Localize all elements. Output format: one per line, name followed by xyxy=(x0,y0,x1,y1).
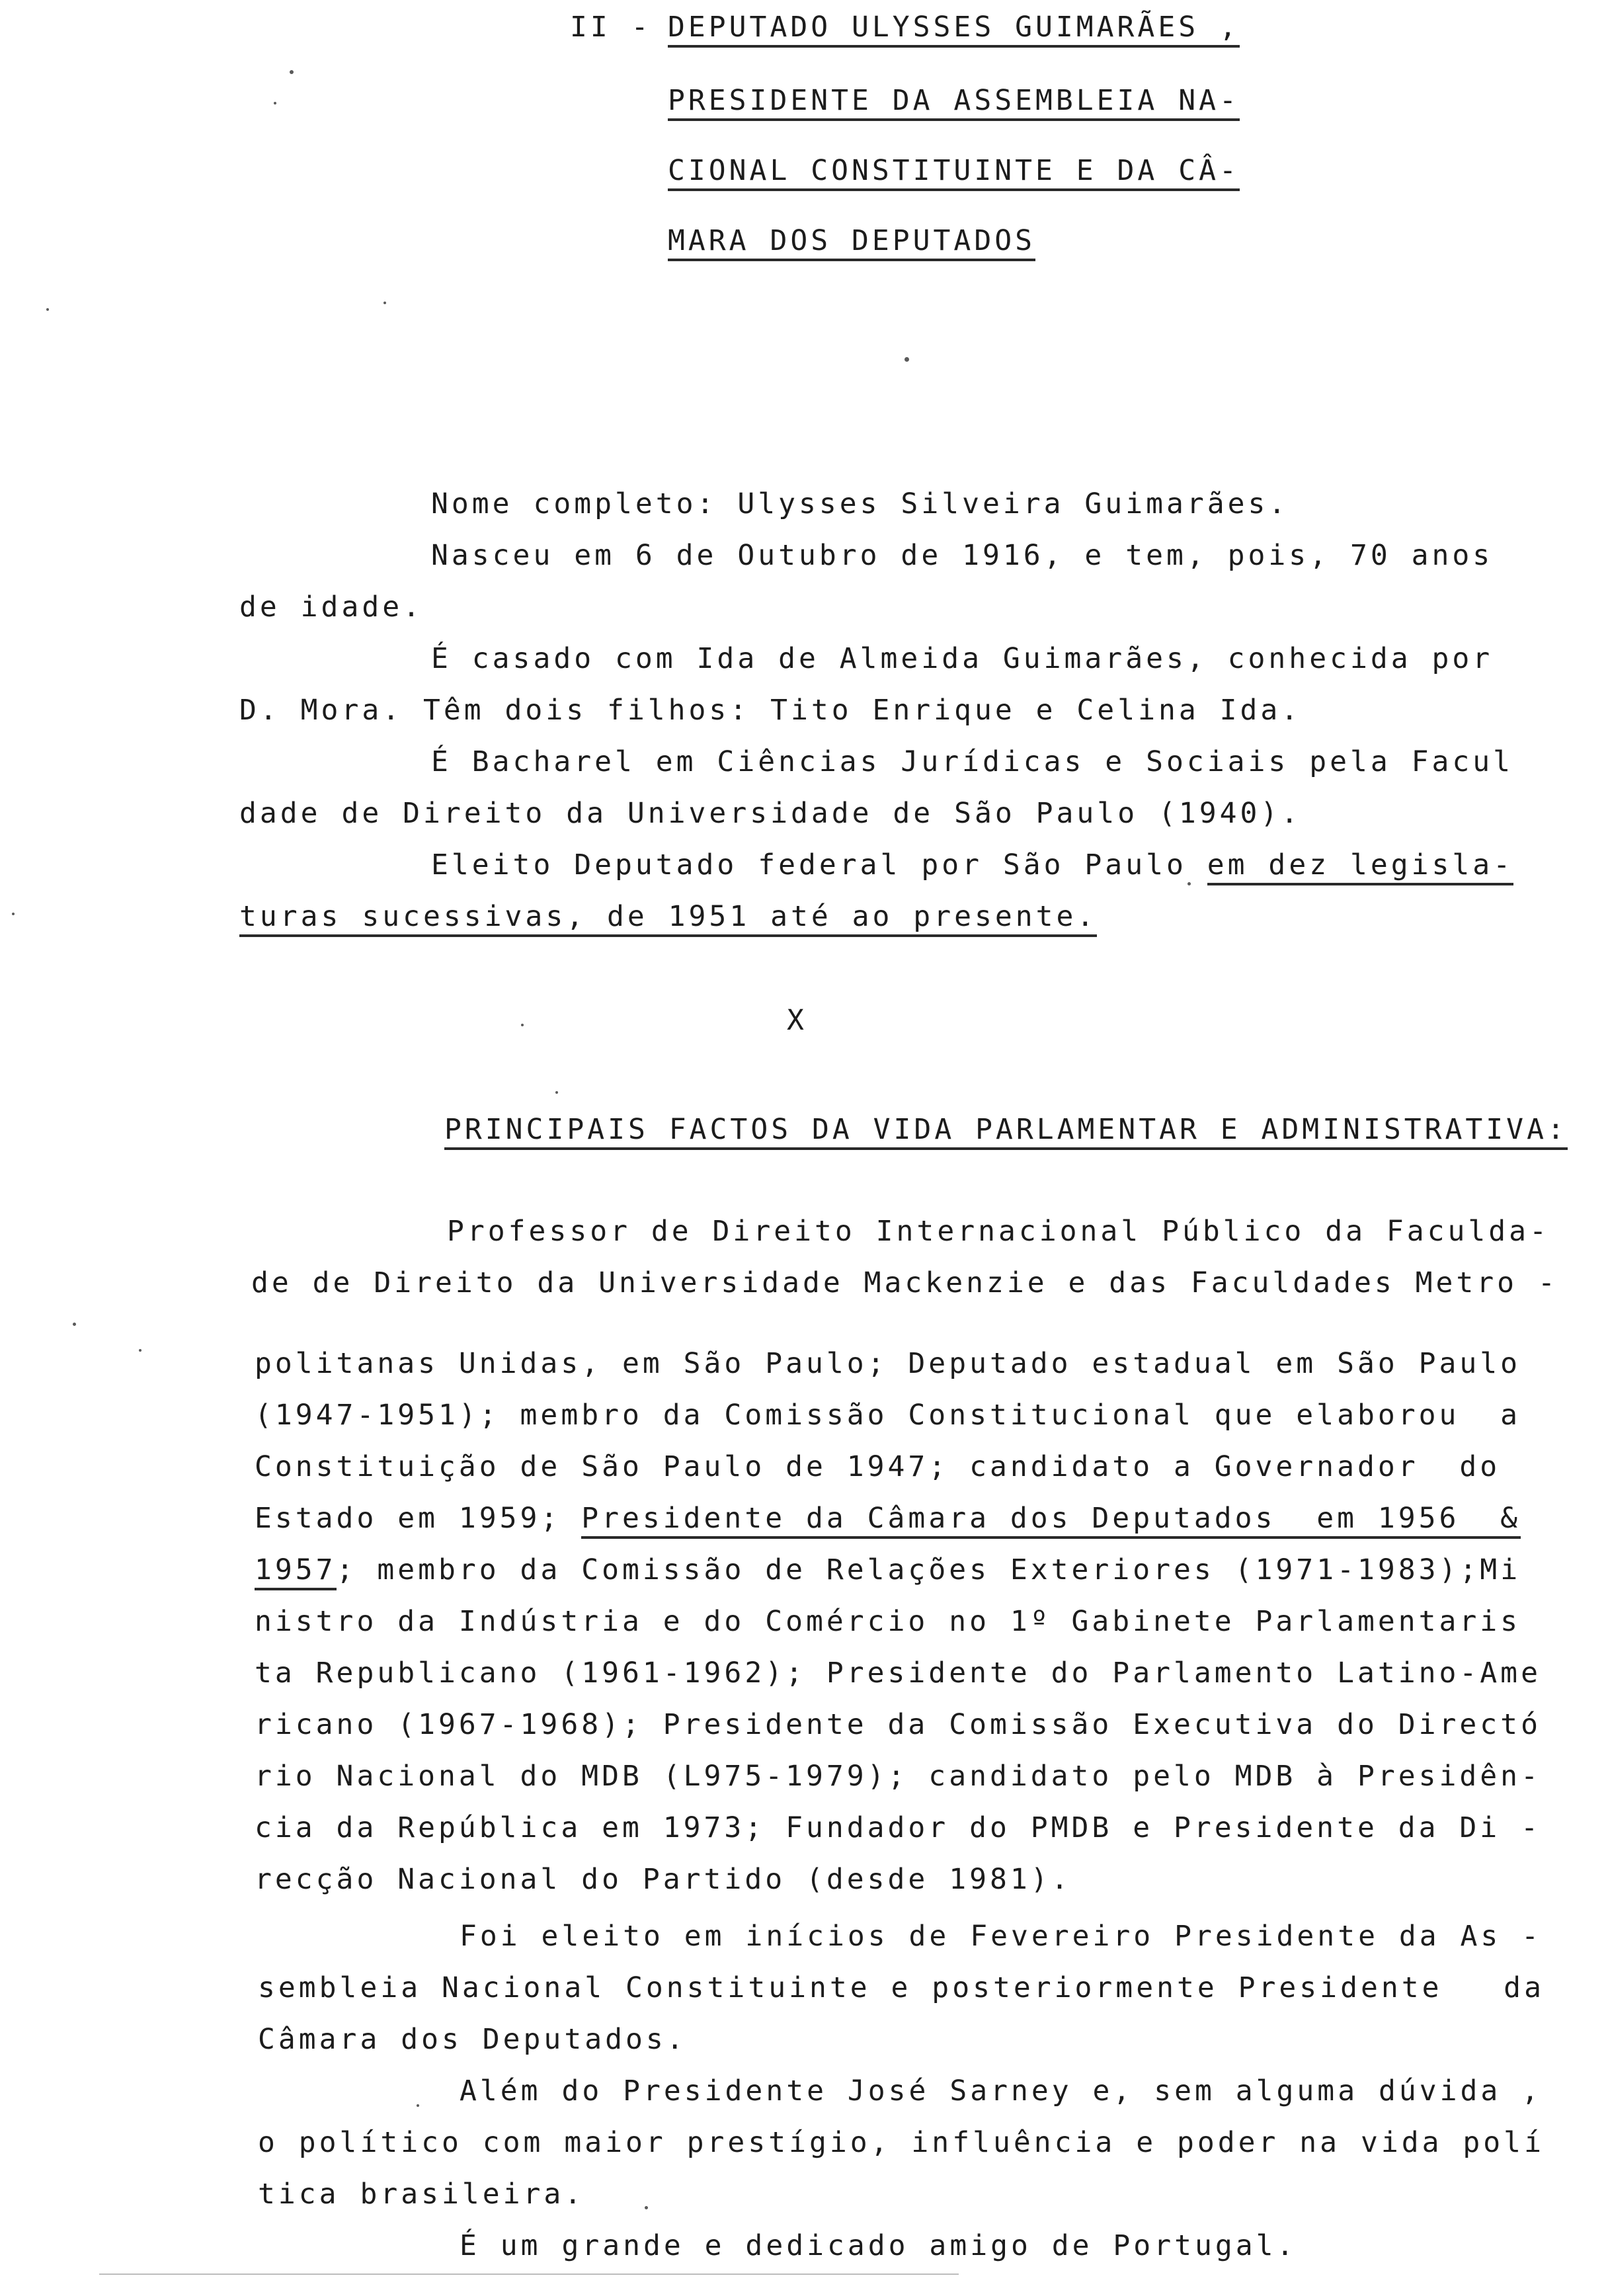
facts-1957-line xyxy=(255,1551,1521,1588)
facts-line: rio Nacional do MDB (L975-1979); candidato pelo MDB à Presidên- xyxy=(255,1760,1541,1793)
header-title-line-2 xyxy=(668,82,1240,119)
facts-president-prefix: Estado em 1959; xyxy=(255,1502,582,1535)
scan-speck xyxy=(383,302,386,304)
facts-1957-rest: ; membro da Comissão de Relações Exteriores (1971-1983);Mi xyxy=(336,1553,1521,1586)
scan-speck xyxy=(521,1024,524,1026)
header-title-line-4 xyxy=(668,222,1035,259)
closing-line: o político com maior prestígio, influência e poder na vida polí xyxy=(258,2126,1545,2159)
section-heading: PRINCIPAIS FACTOS DA VIDA PARLAMENTAR E ADMINISTRATIVA: xyxy=(444,1113,1568,1150)
closing-line: É um grande e dedicado amigo de Portugal. xyxy=(460,2229,1297,2262)
scan-speck xyxy=(274,102,276,104)
facts-1957-underlined: 1957 xyxy=(255,1553,337,1590)
bio-line: É Bacharel em Ciências Jurídicas e Sociais pela Facul xyxy=(431,745,1514,778)
closing-line: Além do Presidente José Sarney e, sem alguma dúvida , xyxy=(460,2074,1543,2108)
scan-speck xyxy=(139,1349,141,1352)
bio-elected-line xyxy=(431,846,1513,883)
bio-line: Nome completo: Ulysses Silveira Guimarães. xyxy=(431,487,1289,520)
bio-elected-prefix: Eleito Deputado federal por São Paulo xyxy=(431,848,1207,882)
scan-speck xyxy=(555,1091,558,1094)
bio-elected-cont-line xyxy=(239,898,1097,935)
facts-line: cia da República em 1973; Fundador do PMDB e Presidente da Di - xyxy=(255,1811,1541,1844)
closing-line: sembleia Nacional Constituinte e posteriormente Presidente da xyxy=(258,1971,1545,2004)
header-numeral: II - xyxy=(570,11,652,44)
facts-line: de de Direito da Universidade Mackenzie e das Faculdades Metro - xyxy=(251,1266,1558,1299)
facts-president-line xyxy=(255,1500,1521,1537)
closing-line: Câmara dos Deputados. xyxy=(258,2023,687,2056)
closing-line: Foi eleito em inícios de Fevereiro Presidente da As - xyxy=(460,1920,1543,1953)
facts-line: Constituição de São Paulo de 1947; candidato a Governador do xyxy=(255,1450,1501,1483)
scan-speck xyxy=(417,2104,419,2107)
scan-speck xyxy=(46,308,49,311)
scan-speck xyxy=(73,1323,76,1326)
facts-line: ricano (1967-1968); Presidente da Comissão Executiva do Directó xyxy=(255,1708,1541,1741)
facts-line: recção Nacional do Partido (desde 1981). xyxy=(255,1863,1072,1896)
scan-speck xyxy=(904,357,909,362)
scan-bottom-edge xyxy=(99,2274,959,2275)
bio-elected-cont: turas sucessivas, de 1951 até ao presente. xyxy=(239,900,1097,937)
header-title-text: PRESIDENTE DA ASSEMBLEIA NA- xyxy=(668,84,1240,121)
facts-line: Professor de Direito Internacional Público da Faculda- xyxy=(447,1215,1550,1248)
bio-line: É casado com Ida de Almeida Guimarães, conhecida por xyxy=(431,642,1494,675)
bio-line: dade de Direito da Universidade de São Paulo (1940). xyxy=(239,797,1302,830)
facts-line: politanas Unidas, em São Paulo; Deputado estadual em São Paulo xyxy=(255,1347,1521,1380)
bio-line: de idade. xyxy=(239,591,423,624)
header-title-text: DEPUTADO ULYSSES GUIMARÃES , xyxy=(668,11,1240,48)
scan-speck xyxy=(645,2206,648,2209)
facts-line: nistro da Indústria e do Comércio no 1º Gabinete Parlamentaris xyxy=(255,1605,1521,1638)
section-heading-line xyxy=(444,1111,1568,1148)
bio-line: D. Mora. Têm dois filhos: Tito Enrique e Celina Ida. xyxy=(239,694,1302,727)
facts-line: (1947-1951); membro da Comissão Constitucional que elaborou a xyxy=(255,1399,1521,1432)
closing-line: tica brasileira. xyxy=(258,2178,585,2211)
scan-speck xyxy=(290,70,294,74)
scan-speck xyxy=(12,913,15,915)
header-title-line-3 xyxy=(668,152,1240,189)
bio-line: Nasceu em 6 de Outubro de 1916, e tem, pois, 70 anos xyxy=(431,539,1494,572)
header-title-text: CIONAL CONSTITUINTE E DA CÂ- xyxy=(668,154,1240,191)
facts-president-underlined: Presidente da Câmara dos Deputados em 1956 & xyxy=(581,1502,1521,1539)
bio-elected-underlined: em dez legisla- xyxy=(1207,848,1513,885)
header-title-line-1 xyxy=(668,9,1240,46)
header-title-text: MARA DOS DEPUTADOS xyxy=(668,224,1035,261)
separator-x: X xyxy=(787,1004,807,1037)
scan-speck xyxy=(1187,882,1191,885)
facts-line: ta Republicano (1961-1962); Presidente do Parlamento Latino-Ame xyxy=(255,1657,1541,1690)
